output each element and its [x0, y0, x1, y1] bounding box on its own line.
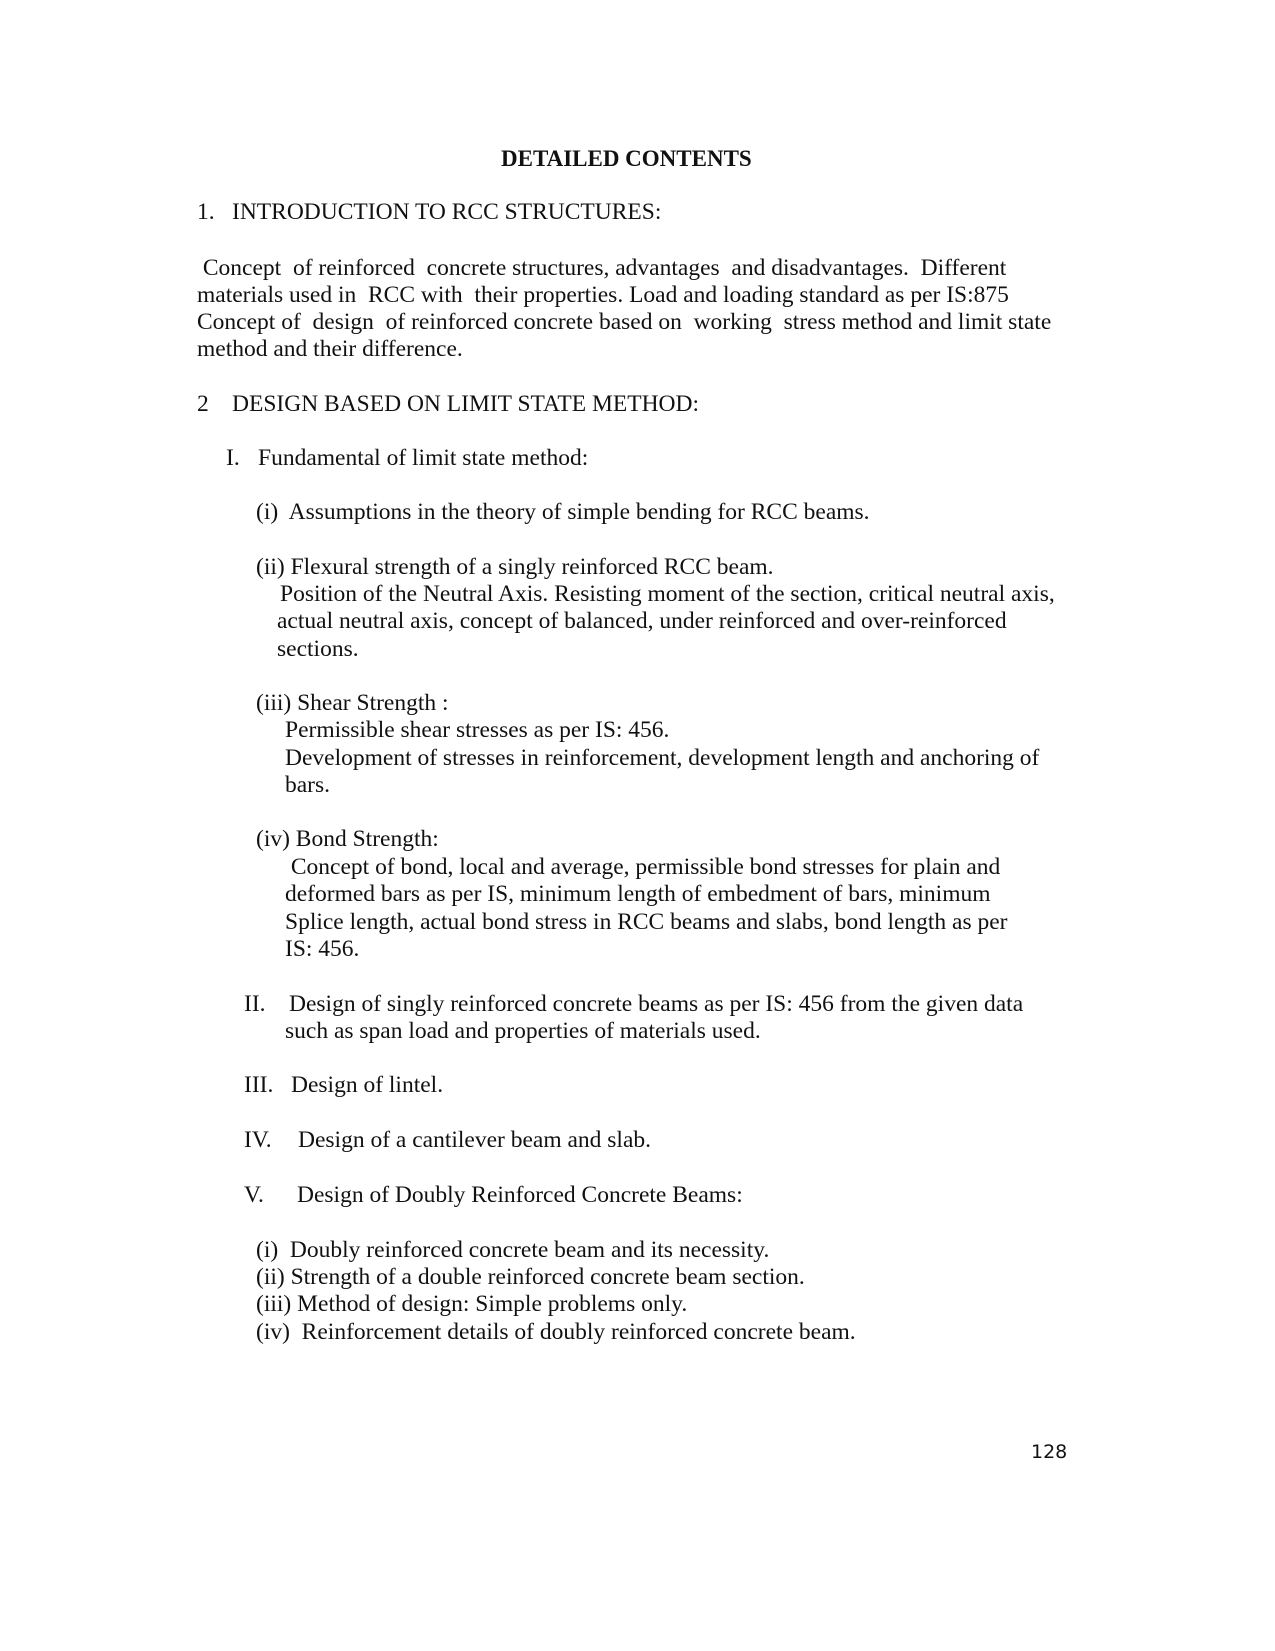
- part-II-line: Design of singly reinforced concrete beams as per IS: 456 from the given data: [289, 991, 1024, 1017]
- part-II-numeral: II.: [244, 991, 266, 1017]
- part-I-numeral: I.: [226, 445, 240, 471]
- part-V-numeral: V.: [244, 1182, 264, 1208]
- part-III-numeral: III.: [244, 1072, 274, 1098]
- part-V-item: (i) Doubly reinforced concrete beam and its necessity.: [256, 1237, 770, 1263]
- item-i-assumptions: (i) Assumptions in the theory of simple bending for RCC beams.: [256, 499, 870, 525]
- section-2-heading: DESIGN BASED ON LIMIT STATE METHOD:: [232, 391, 700, 417]
- item-iii-line: Development of stresses in reinforcement, development length and anchoring of: [285, 745, 1040, 771]
- item-iii-line: Permissible shear stresses as per IS: 456.: [285, 717, 670, 743]
- item-iii-line: bars.: [285, 772, 331, 798]
- part-II-line: such as span load and properties of materials used.: [285, 1018, 761, 1044]
- part-V-heading: Design of Doubly Reinforced Concrete Beams:: [297, 1182, 743, 1208]
- item-iv-heading: (iv) Bond Strength:: [256, 826, 439, 852]
- item-ii-heading: (ii) Flexural strength of a singly reinforced RCC beam.: [256, 554, 774, 580]
- part-I-heading: Fundamental of limit state method:: [258, 445, 589, 471]
- section-1-paragraph-line: Concept of reinforced concrete structures, advantages and disadvantages. Different: [197, 255, 1007, 281]
- part-III-text: Design of lintel.: [291, 1072, 444, 1098]
- page-title: DETAILED CONTENTS: [501, 146, 752, 171]
- section-1-number: 1.: [197, 199, 215, 225]
- section-1-heading: INTRODUCTION TO RCC STRUCTURES:: [232, 199, 662, 225]
- item-iii-heading: (iii) Shear Strength :: [256, 690, 449, 716]
- part-IV-text: Design of a cantilever beam and slab.: [298, 1127, 652, 1153]
- part-V-item: (ii) Strength of a double reinforced concrete beam section.: [256, 1264, 805, 1290]
- section-1-paragraph-line: materials used in RCC with their properties. Load and loading standard as per IS:875: [197, 282, 1009, 308]
- page-number: 128: [1031, 1441, 1068, 1463]
- part-V-item: (iii) Method of design: Simple problems only.: [256, 1291, 688, 1317]
- item-ii-line: sections.: [277, 636, 359, 662]
- section-1-paragraph-line: method and their difference.: [197, 336, 463, 362]
- item-iv-line: Concept of bond, local and average, permissible bond stresses for plain and: [285, 854, 1001, 880]
- item-iv-line: deformed bars as per IS, minimum length of embedment of bars, minimum: [285, 881, 991, 907]
- item-ii-line: actual neutral axis, concept of balanced, under reinforced and over-reinforced: [277, 608, 1007, 634]
- part-V-item: (iv) Reinforcement details of doubly reinforced concrete beam.: [256, 1319, 856, 1345]
- item-iv-line: Splice length, actual bond stress in RCC beams and slabs, bond length as per: [285, 909, 1008, 935]
- item-ii-line: Position of the Neutral Axis. Resisting moment of the section, critical neutral axis,: [280, 581, 1055, 607]
- part-IV-numeral: IV.: [244, 1127, 272, 1153]
- section-1-paragraph-line: Concept of design of reinforced concrete based on working stress method and limit state: [197, 309, 1052, 335]
- item-iv-line: IS: 456.: [285, 936, 360, 962]
- section-2-number: 2: [197, 391, 209, 417]
